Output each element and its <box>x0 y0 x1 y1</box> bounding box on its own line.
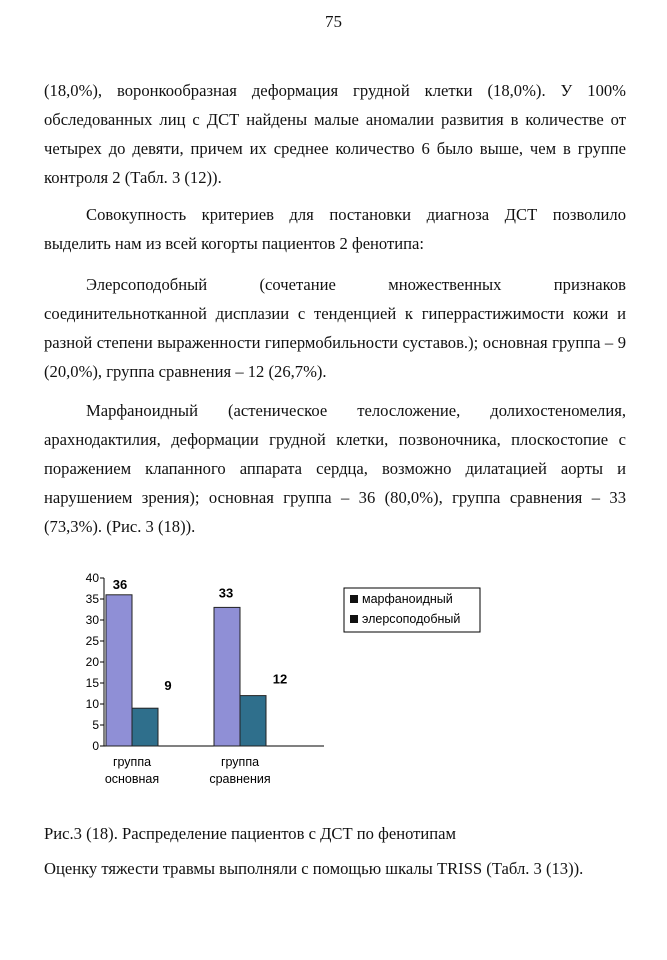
phenotype-bar-chart <box>78 566 498 806</box>
data-label: 9 <box>164 678 172 694</box>
y-tick-label: 25 <box>85 634 99 648</box>
x-category-label: сравнения <box>209 772 271 786</box>
paragraph-1: (18,0%), воронкообразная деформация грудной клетки (18,0%). У 100% обследованных лиц с ДСТ найдены малые аномалии развития в количестве от четырех до девяти, причем их среднее количество 6 было выше, чем в группе контроля 2 (Табл. 3 (12)). <box>44 81 626 187</box>
x-category-label: основная <box>104 772 160 786</box>
legend-label: элерсоподобный <box>362 612 461 626</box>
x-category-label: группа <box>112 755 152 769</box>
legend-swatch <box>350 615 358 623</box>
bar-elersopodobny <box>132 708 158 746</box>
y-tick-label: 10 <box>85 697 99 711</box>
y-tick-label: 30 <box>85 613 99 627</box>
x-category-label: группа <box>220 755 260 769</box>
y-tick-label: 15 <box>85 676 99 690</box>
paragraph-2: Совокупность критериев для постановки диагноза ДСТ позволило выделить нам из всей когорты пациентов 2 фенотипа: <box>44 205 626 253</box>
figure-caption: Рис.3 (18). Распределение пациентов с ДСТ по фенотипам <box>44 824 457 843</box>
paragraph-5: Оценку тяжести травмы выполняли с помощью шкалы TRISS (Табл. 3 (13)). <box>44 859 584 878</box>
paragraph-4: Марфаноидный (астеническое телосложение, долихостеномелия, арахнодактилия, деформации грудной клетки, позвоночника, плоскостопие с поражением клапанного аппарата сердца, возможно дилатацией аорты и нарушением зрения); основная группа – 36 (80,0%), группа сравнения – 33 (73,3%). (Рис. 3 (18)). <box>44 401 626 536</box>
bar-marfanoid <box>106 595 132 746</box>
data-label: 12 <box>272 671 288 687</box>
bar-marfanoid <box>214 607 240 746</box>
y-tick-label: 40 <box>85 571 99 585</box>
bar-elersopodobny <box>240 696 266 746</box>
paragraph-3: Элерсоподобный (сочетание множественных признаков соединительнотканной дисплазии с тенденцией к гиперрастижимости кожи и разной степени выраженности гипермобильности суставов.); основная группа – 9 (20,0%), группа сравнения – 12 (26,7%). <box>44 275 626 381</box>
page-number: 75 <box>325 12 342 31</box>
y-tick-label: 20 <box>85 655 99 669</box>
y-tick-label: 5 <box>92 718 99 732</box>
data-label: 36 <box>112 576 128 592</box>
y-tick-label: 35 <box>85 592 99 606</box>
legend-swatch <box>350 595 358 603</box>
legend-label: марфаноидный <box>362 592 453 606</box>
data-label: 33 <box>218 585 234 601</box>
y-tick-label: 0 <box>92 739 99 753</box>
